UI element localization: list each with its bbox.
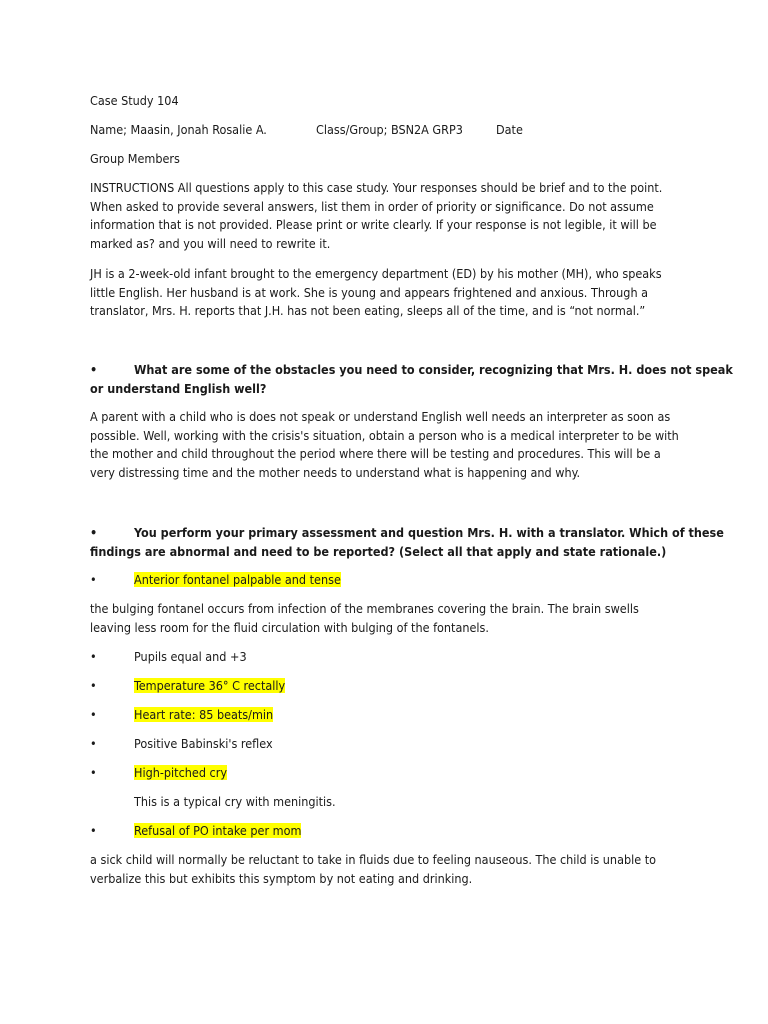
question-1-line: or understand English well? [90,381,267,396]
question-2 [90,524,724,543]
document-title: Case Study 104 [90,93,179,108]
answer-1-line: very distressing time and the mother needs to understand what is happening and why. [90,465,581,481]
instructions-line: marked as? and you will need to rewrite it. [90,236,331,252]
highlighted-finding: Temperature 36° C rectally [134,678,286,693]
scenario-paragraph [90,265,680,321]
bullet-marker: • [90,572,97,587]
group-members-label: Group Members [90,151,180,166]
question-1 [90,361,733,380]
answer-1-line: the mother and child throughout the period where there will be testing and procedures. This will be a [90,446,661,462]
finding-pupils [90,648,247,667]
finding-text: Pupils equal and +3 [134,649,247,664]
finding-temperature [90,677,285,696]
rationale-line: the bulging fontanel occurs from infection of the membranes covering the brain. The brain swells [90,601,639,616]
instructions-line: INSTRUCTIONS All questions apply to this case study. Your responses should be brief and to the point. [90,180,663,195]
question-2-line: findings are abnormal and need to be reported? (Select all that apply and state rationale.) [90,544,667,559]
bullet-marker: • [90,678,97,693]
instructions-line: When asked to provide several answers, list them in order of priority or significance. Do not assume [90,198,654,214]
instructions-paragraph [90,179,680,254]
finding-text: Positive Babinski's reflex [134,736,273,751]
rationale-fontanel [90,600,680,637]
finding-fontanel [90,571,341,590]
answer-1-paragraph [90,408,680,483]
bullet-marker: • [90,649,97,664]
rationale-line: verbalize this but exhibits this symptom by not eating and drinking. [90,870,473,886]
highlighted-finding: High-pitched cry [134,765,227,780]
finding-cry [90,764,227,783]
highlighted-finding: Refusal of PO intake per mom [134,823,302,838]
bullet-marker: • [90,525,98,540]
finding-heart-rate [90,706,273,725]
instructions-line: information that is not provided. Please print or write clearly. If your response is not legible, it will be [90,217,657,233]
question-2-line: You perform your primary assessment and question Mrs. H. with a translator. Which of these [134,525,724,540]
bullet-marker: • [90,823,97,838]
highlighted-finding: Heart rate: 85 beats/min [134,707,274,722]
rationale-cry: This is a typical cry with meningitis. [134,794,336,809]
finding-po-intake [90,822,301,841]
scenario-line: translator, Mrs. H. reports that J.H. has not been eating, sleeps all of the time, and is “not normal.” [90,303,646,319]
bullet-marker: • [90,765,97,780]
highlighted-finding: Anterior fontanel palpable and tense [134,572,341,587]
bullet-marker: • [90,736,97,751]
rationale-line: leaving less room for the fluid circulation with bulging of the fontanels. [90,619,489,635]
answer-1-line: possible. Well, working with the crisis's situation, obtain a person who is a medical interpreter to be with [90,427,679,443]
rationale-po [90,851,680,888]
finding-babinski [90,735,273,754]
scenario-line: little English. Her husband is at work. She is young and appears frightened and anxious. Through a [90,284,649,300]
answer-1-line: A parent with a child who is does not speak or understand English well needs an interpreter as soon as [90,409,671,424]
name-field: Name; Maasin, Jonah Rosalie A. [90,122,267,137]
rationale-line: a sick child will normally be reluctant to take in fluids due to feeling nauseous. The child is unable to [90,852,656,867]
question-1-line: What are some of the obstacles you need to consider, recognizing that Mrs. H. does not speak [134,362,733,377]
scenario-line: JH is a 2-week-old infant brought to the emergency department (ED) by his mother (MH), who speaks [90,266,662,281]
date-field: Date [496,122,523,137]
class-group-field: Class/Group; BSN2A GRP3 [316,122,463,137]
bullet-marker: • [90,707,97,722]
bullet-marker: • [90,362,98,377]
